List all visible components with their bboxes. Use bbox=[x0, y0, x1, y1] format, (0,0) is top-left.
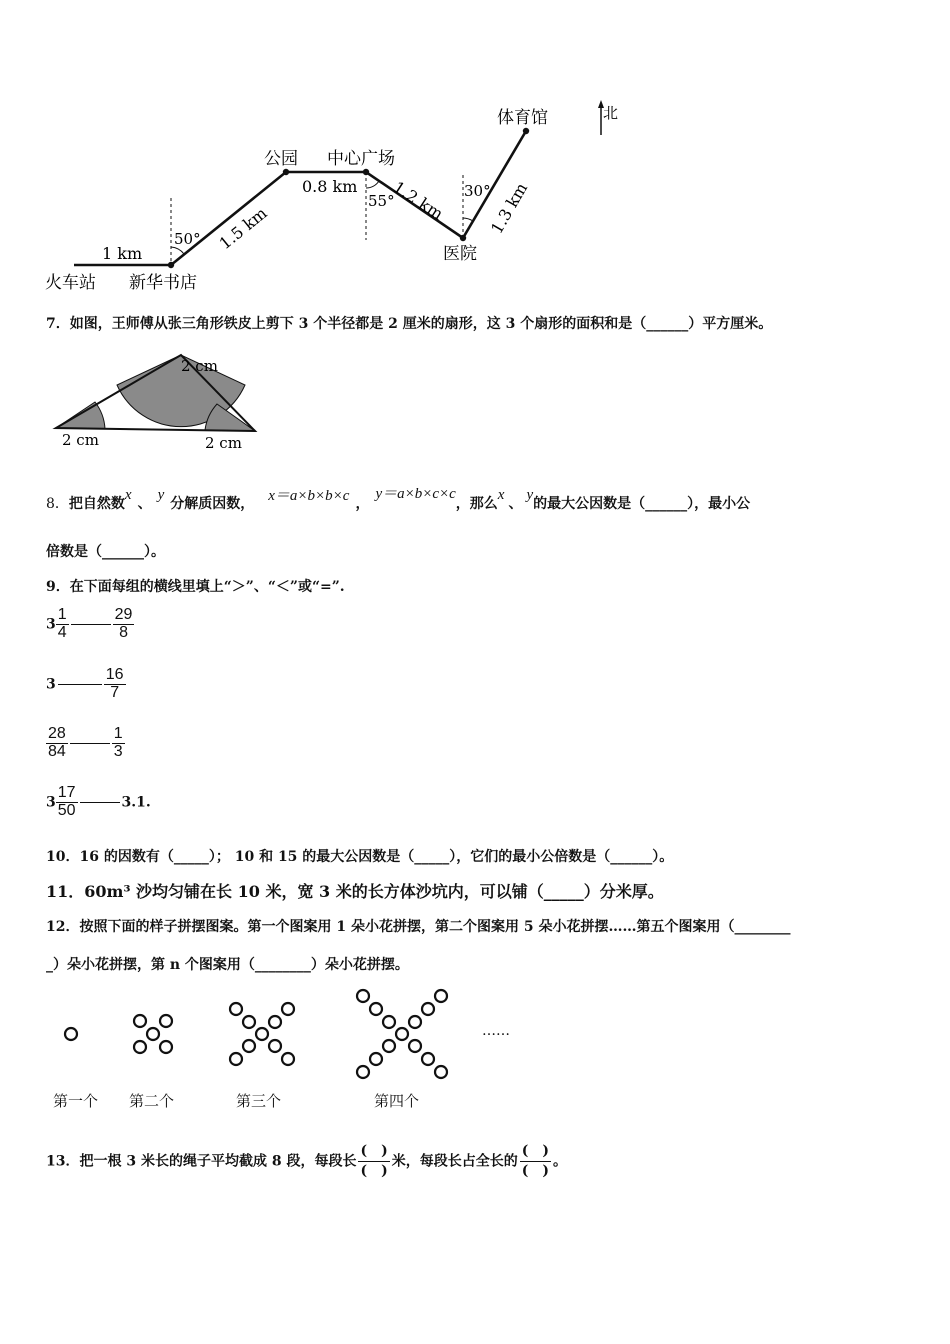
angle-bookstore: 50° bbox=[174, 230, 201, 248]
q8-text-2: 分解质因数， bbox=[170, 496, 255, 512]
pattern-label-4: 第四个 bbox=[374, 1092, 420, 1110]
q8-sep: 、 bbox=[137, 496, 152, 512]
pattern-2 bbox=[134, 1015, 172, 1053]
bookstore-label: 新华书店 bbox=[129, 273, 197, 293]
q9-row-4 bbox=[46, 785, 151, 820]
r1-whole: 3 bbox=[46, 616, 56, 633]
q9-row-1 bbox=[46, 607, 134, 642]
pattern-label-1: 第一个 bbox=[53, 1092, 99, 1110]
q8-expr-y: y＝a×b×c×c bbox=[375, 486, 456, 502]
q8-var-y2: y bbox=[526, 487, 534, 503]
pattern-4 bbox=[357, 990, 447, 1078]
hospital-label: 医院 bbox=[443, 244, 477, 264]
pattern-label-3: 第三个 bbox=[236, 1092, 282, 1110]
r4-whole: 3 bbox=[46, 794, 56, 811]
q13-text-2: 米，每段长占全长的 bbox=[391, 1153, 518, 1170]
label-top: 2 cm bbox=[181, 357, 218, 375]
triangle-diagram bbox=[50, 345, 270, 455]
flower-patterns bbox=[40, 985, 520, 1085]
q8-comma: ， bbox=[355, 496, 370, 512]
r2-left: 3 bbox=[46, 676, 56, 693]
route-map bbox=[0, 90, 700, 300]
q8-text-3: ，那么 bbox=[455, 496, 498, 512]
question-9: 9．在下面每组的横线里填上“＞”、“＜”或“=”. bbox=[46, 579, 345, 595]
q9-row-2 bbox=[46, 667, 126, 702]
q8-var-y: y bbox=[157, 487, 165, 503]
r2-right-fraction: $\frac{16}{7}$ bbox=[105, 666, 124, 701]
r1-right-fraction: $\frac{29}{8}$ bbox=[114, 606, 133, 641]
q8-text-1: 把自然数 bbox=[68, 496, 125, 512]
r1-blank[interactable] bbox=[71, 624, 111, 625]
q8-expr-x: x＝a×b×b×c bbox=[268, 488, 350, 504]
pattern-3 bbox=[230, 1003, 294, 1065]
question-7: 7．如图，王师傅从张三角形铁皮上剪下 3 个半径都是 2 厘米的扇形，这 3 个扇形的面积和是（______）平方厘米。 bbox=[46, 316, 773, 332]
q8-var-x2: x bbox=[497, 487, 505, 503]
q8-number: 8． bbox=[46, 496, 69, 512]
question-12-line-2: _）朵小花拼摆，第 n 个图案用（________）朵小花拼摆。 bbox=[46, 957, 409, 973]
q13-text-1: 13．把一根 3 米长的绳子平均截成 8 段，每段长 bbox=[46, 1153, 357, 1170]
dist-park-square: 0.8 km bbox=[302, 177, 358, 196]
dist-station-bookstore: 1 km bbox=[102, 244, 143, 263]
r2-blank[interactable] bbox=[58, 684, 102, 685]
q8-var-x: x bbox=[124, 487, 132, 503]
north-label: 北 bbox=[603, 104, 619, 122]
label-right: 2 cm bbox=[205, 434, 242, 452]
station-label: 火车站 bbox=[45, 273, 96, 293]
question-8-line-2: 倍数是（______）。 bbox=[46, 544, 165, 560]
r4-blank[interactable] bbox=[80, 802, 120, 803]
r3-blank[interactable] bbox=[70, 743, 110, 744]
angle-hospital: 30° bbox=[464, 182, 491, 200]
dist-bookstore-park: 1.5 km bbox=[215, 203, 271, 254]
q9-row-3 bbox=[46, 726, 125, 761]
r4-right: 3.1. bbox=[121, 794, 151, 811]
dist-hospital-stadium: 1.3 km bbox=[487, 179, 532, 237]
question-12-line-1: 12．按照下面的样子拼摆图案。第一个图案用 1 朵小花拼摆，第二个图案用 5 朵小花拼摆……第五个图案用（________ bbox=[46, 919, 791, 935]
pattern-1 bbox=[65, 1028, 77, 1040]
q13-text-3: 。 bbox=[552, 1153, 567, 1170]
park-label: 公园 bbox=[264, 149, 298, 169]
square-label: 中心广场 bbox=[327, 149, 395, 169]
left-sector bbox=[56, 402, 105, 429]
r3-left-fraction: $\frac{28}{84}$ bbox=[48, 725, 66, 760]
q13-fraction-2[interactable]: $\frac{( )}{( )}$ bbox=[521, 1143, 549, 1179]
stadium-label: 体育馆 bbox=[497, 108, 548, 128]
question-11: 11．60m³ 沙均匀铺在长 10 米，宽 3 米的长方体沙坑内，可以铺（_____）分米厚。 bbox=[46, 882, 664, 901]
r4-left-fraction: $\frac{17}{50}$ bbox=[57, 784, 76, 819]
q8-text-4: 的最大公因数是（______），最小公 bbox=[533, 496, 751, 512]
q8-sep2: 、 bbox=[508, 496, 523, 512]
q13-fraction-1[interactable]: $\frac{( )}{( )}$ bbox=[360, 1143, 388, 1179]
question-13 bbox=[46, 1142, 567, 1181]
pattern-ellipsis: …… bbox=[482, 1023, 510, 1039]
question-8 bbox=[46, 486, 751, 513]
dist-square-hospital: 1.2 km bbox=[389, 177, 447, 224]
r3-right-fraction: $\frac{1}{3}$ bbox=[113, 725, 123, 760]
question-10: 10．16 的因数有（_____）； 10 和 15 的最大公因数是（_____），它们的最小公倍数是（______）。 bbox=[46, 849, 674, 865]
label-left: 2 cm bbox=[62, 431, 99, 449]
r1-left-fraction: $\frac{1}{4}$ bbox=[57, 606, 67, 641]
pattern-label-2: 第二个 bbox=[129, 1092, 175, 1110]
angle-square: 55° bbox=[368, 192, 395, 210]
